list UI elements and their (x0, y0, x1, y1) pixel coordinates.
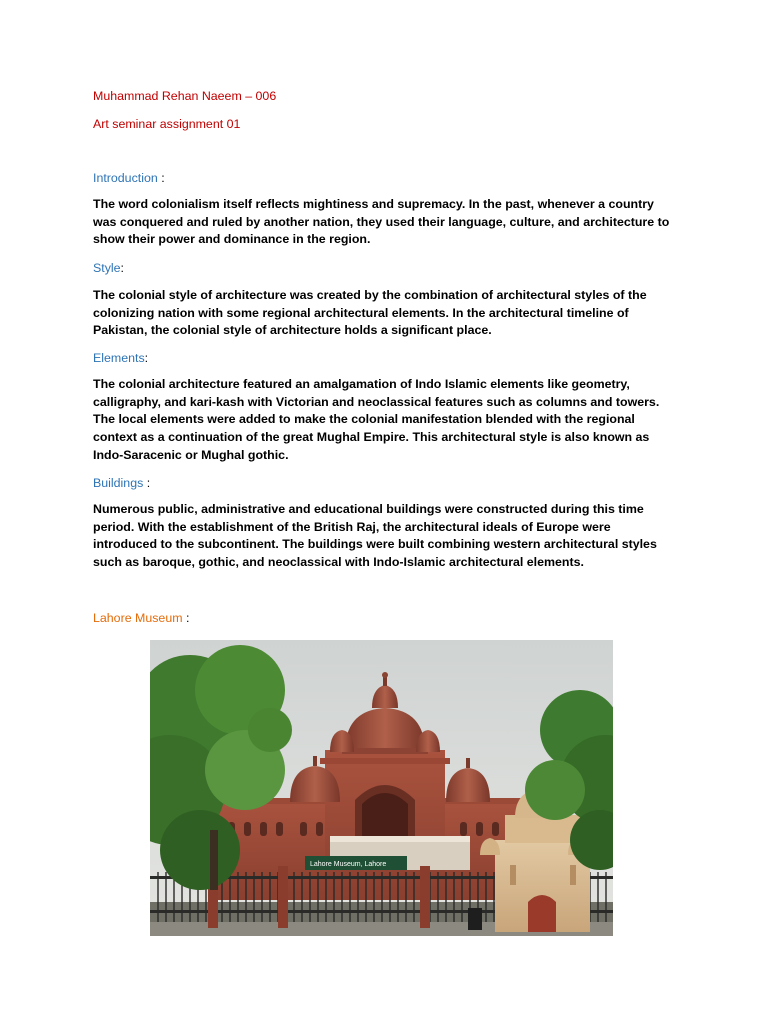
heading-text: Elements (93, 351, 145, 365)
heading-text: Buildings (93, 476, 144, 490)
section-heading-elements (93, 350, 148, 368)
lahore-museum-photo (150, 640, 613, 936)
heading-colon: : (143, 476, 151, 490)
section-heading-buildings (93, 475, 150, 493)
dustbin (468, 908, 482, 930)
section-body-introduction: The word colonialism itself reflects mightiness and supremacy. In the past, whenever a country was conquered and ruled by another nation, they used their language, culture, and architecture to show their power and dominance in the region. (93, 197, 670, 247)
section-body-style: The colonial style of architecture was created by the combination of architectural styles of the colonizing nation with some regional architectural elements. In the architectural timeline of Pakistan, the colonial style of architecture holds a significant place. (93, 288, 647, 338)
museum-sign (305, 856, 407, 870)
heading-text: Introduction (93, 171, 158, 185)
heading-colon: : (144, 351, 149, 365)
heading-colon: : (182, 611, 190, 625)
sign-text: Lahore Museum, Lahore (310, 861, 387, 868)
section-body-elements: The colonial architecture featured an amalgamation of Indo Islamic elements like geometry, calligraphy, and kari-kash with Victorian and neoclassical features such as columns and towers. The local elements were added to make the colonial manifestation blended with the regional context as a continuation of the great Mughal Empire. This architectural style is also known as Indo-Saracenic or Mughal gothic. (93, 377, 660, 462)
heading-text: Style (93, 261, 121, 275)
heading-colon: : (157, 171, 165, 185)
heading-colon: : (120, 261, 124, 275)
heading-text: Lahore Museum (93, 611, 183, 625)
section-heading-introduction (93, 170, 165, 188)
section-heading-style (93, 260, 124, 278)
author-name: Muhammad Rehan Naeem – 006 (93, 89, 277, 103)
section-heading-lahore-museum (93, 610, 189, 628)
assignment-title: Art seminar assignment 01 (93, 117, 241, 131)
section-body-buildings: Numerous public, administrative and educational buildings were constructed during this time period. With the establishment of the British Raj, the architectural ideals of Europe were introduced to the subcontinent. The buildings were built combining western architectural styles such as baroque, gothic, and neoclassical with Indo-Islamic architectural elements. (93, 502, 657, 570)
